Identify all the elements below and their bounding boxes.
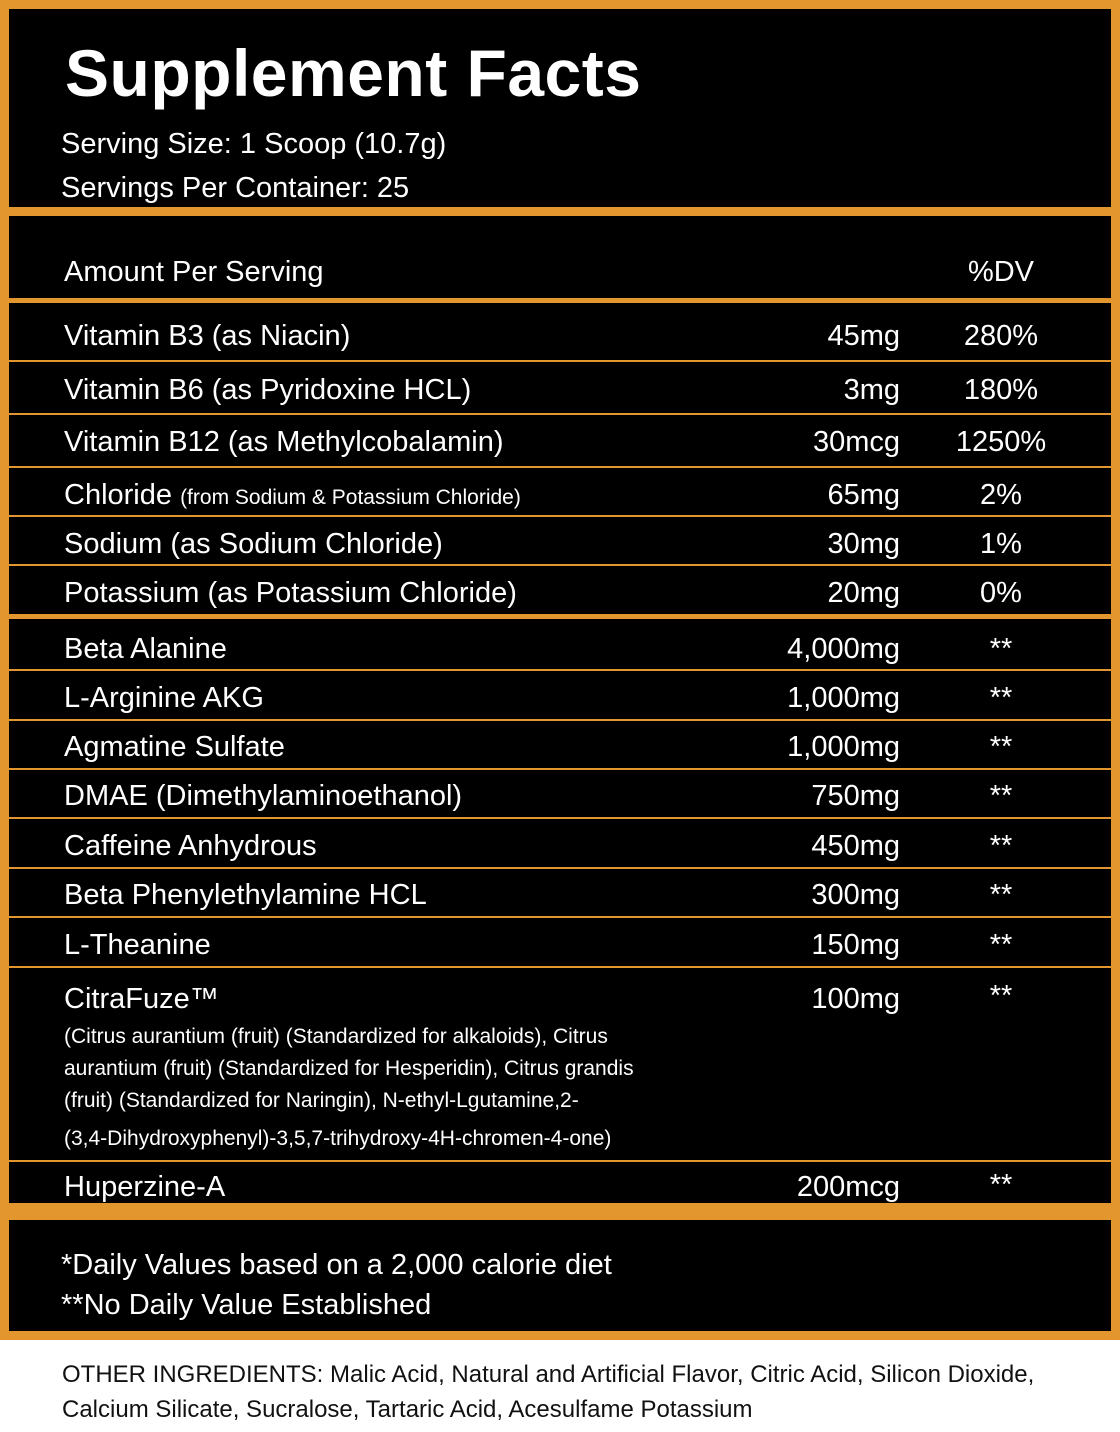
row-name: CitraFuze™ [64, 983, 219, 1015]
row-dv: 2% [980, 479, 1022, 511]
row-name: Huperzine-A [64, 1171, 226, 1203]
row-name: Potassium (as Potassium Chloride) [64, 577, 517, 609]
row-name: L-Arginine AKG [64, 682, 264, 714]
row-name: Agmatine Sulfate [64, 731, 285, 763]
row-dv: ** [989, 1169, 1013, 1201]
row-dv: 0% [980, 577, 1022, 609]
row-dv: 1% [980, 528, 1022, 560]
dv-column-label: %DV [967, 256, 1035, 288]
row-dv: ** [989, 830, 1013, 862]
row-dv: 180% [963, 374, 1039, 406]
amount-per-serving-label: Amount Per Serving [64, 256, 324, 288]
serving-size: Serving Size: 1 Scoop (10.7g) [61, 128, 447, 160]
row-name: Vitamin B6 (as Pyridoxine HCL) [64, 374, 472, 406]
divider [9, 669, 1111, 671]
row-name-main: Chloride [64, 479, 172, 511]
divider [9, 817, 1111, 819]
divider [9, 719, 1111, 721]
footnotes-panel [0, 1211, 1120, 1340]
row-name: Sodium (as Sodium Chloride) [64, 528, 443, 560]
citrafuze-composition-line: (Citrus aurantium (fruit) (Standardized for alkaloids), Citrus [64, 1025, 608, 1048]
row-amount: 100mg [811, 983, 900, 1015]
divider [9, 360, 1111, 362]
row-name: Beta Phenylethylamine HCL [64, 879, 427, 911]
row-amount: 300mg [811, 879, 900, 911]
row-dv: ** [989, 879, 1013, 911]
other-ingredients [62, 1357, 1112, 1427]
divider [9, 867, 1111, 869]
row-amount: 65mg [827, 479, 900, 511]
divider [9, 413, 1111, 415]
divider [9, 515, 1111, 517]
header-panel [0, 0, 1120, 218]
title: Supplement Facts [65, 36, 642, 110]
row-name-qualifier: (from Sodium & Potassium Chloride) [180, 486, 521, 509]
row-dv: ** [989, 682, 1013, 714]
row-amount: 1,000mg [787, 682, 900, 714]
row-amount: 3mg [843, 374, 900, 406]
row-amount: 4,000mg [787, 633, 900, 665]
other-ingredients-label: OTHER INGREDIENTS: [62, 1361, 324, 1388]
row-name: Beta Alanine [64, 633, 227, 665]
row-name [64, 477, 521, 516]
divider [9, 298, 1111, 303]
row-dv: ** [989, 633, 1013, 665]
divider [9, 1160, 1111, 1162]
divider [9, 916, 1111, 918]
row-name: Caffeine Anhydrous [64, 830, 317, 862]
nutrient-table [0, 207, 1120, 1212]
row-dv: ** [989, 731, 1013, 763]
citrafuze-composition-line: (3,4-Dihydroxyphenyl)-3,5,7-trihydroxy-4H-chromen-4-one) [64, 1127, 612, 1150]
row-dv: ** [989, 929, 1013, 961]
row-name: Vitamin B12 (as Methylcobalamin) [64, 426, 504, 458]
row-amount: 750mg [811, 780, 900, 812]
row-dv: 280% [963, 320, 1039, 352]
row-amount: 150mg [811, 929, 900, 961]
servings-per-container: Servings Per Container: 25 [61, 172, 410, 204]
row-dv: ** [989, 780, 1013, 812]
row-amount: 20mg [827, 577, 900, 609]
row-amount: 30mg [827, 528, 900, 560]
footnote-daily-values: *Daily Values based on a 2,000 calorie diet [61, 1249, 612, 1281]
row-amount: 450mg [811, 830, 900, 862]
row-name: Vitamin B3 (as Niacin) [64, 320, 351, 352]
divider [9, 466, 1111, 468]
footnote-no-dv: **No Daily Value Established [61, 1289, 432, 1321]
row-amount: 200mcg [796, 1171, 900, 1203]
divider [9, 614, 1111, 619]
row-dv: 1250% [955, 426, 1047, 458]
citrafuze-composition-line: (fruit) (Standardized for Naringin), N-ethyl-Lgutamine,2- [64, 1089, 579, 1112]
row-name: L-Theanine [64, 929, 211, 961]
divider [9, 966, 1111, 968]
row-amount: 30mcg [812, 426, 900, 458]
row-amount: 1,000mg [787, 731, 900, 763]
citrafuze-composition-line: aurantium (fruit) (Standardized for Hesperidin), Citrus grandis [64, 1057, 634, 1080]
divider [9, 564, 1111, 566]
row-amount: 45mg [827, 320, 900, 352]
other-ingredients-list: Malic Acid, Natural and Artificial Flavor, Citric Acid, Silicon Dioxide, Calcium Silicate, Sucralose, Tartaric Acid, Acesulfame Potassium [62, 1361, 1035, 1423]
row-dv: ** [989, 980, 1013, 1012]
row-name: DMAE (Dimethylaminoethanol) [64, 780, 463, 812]
divider [9, 768, 1111, 770]
